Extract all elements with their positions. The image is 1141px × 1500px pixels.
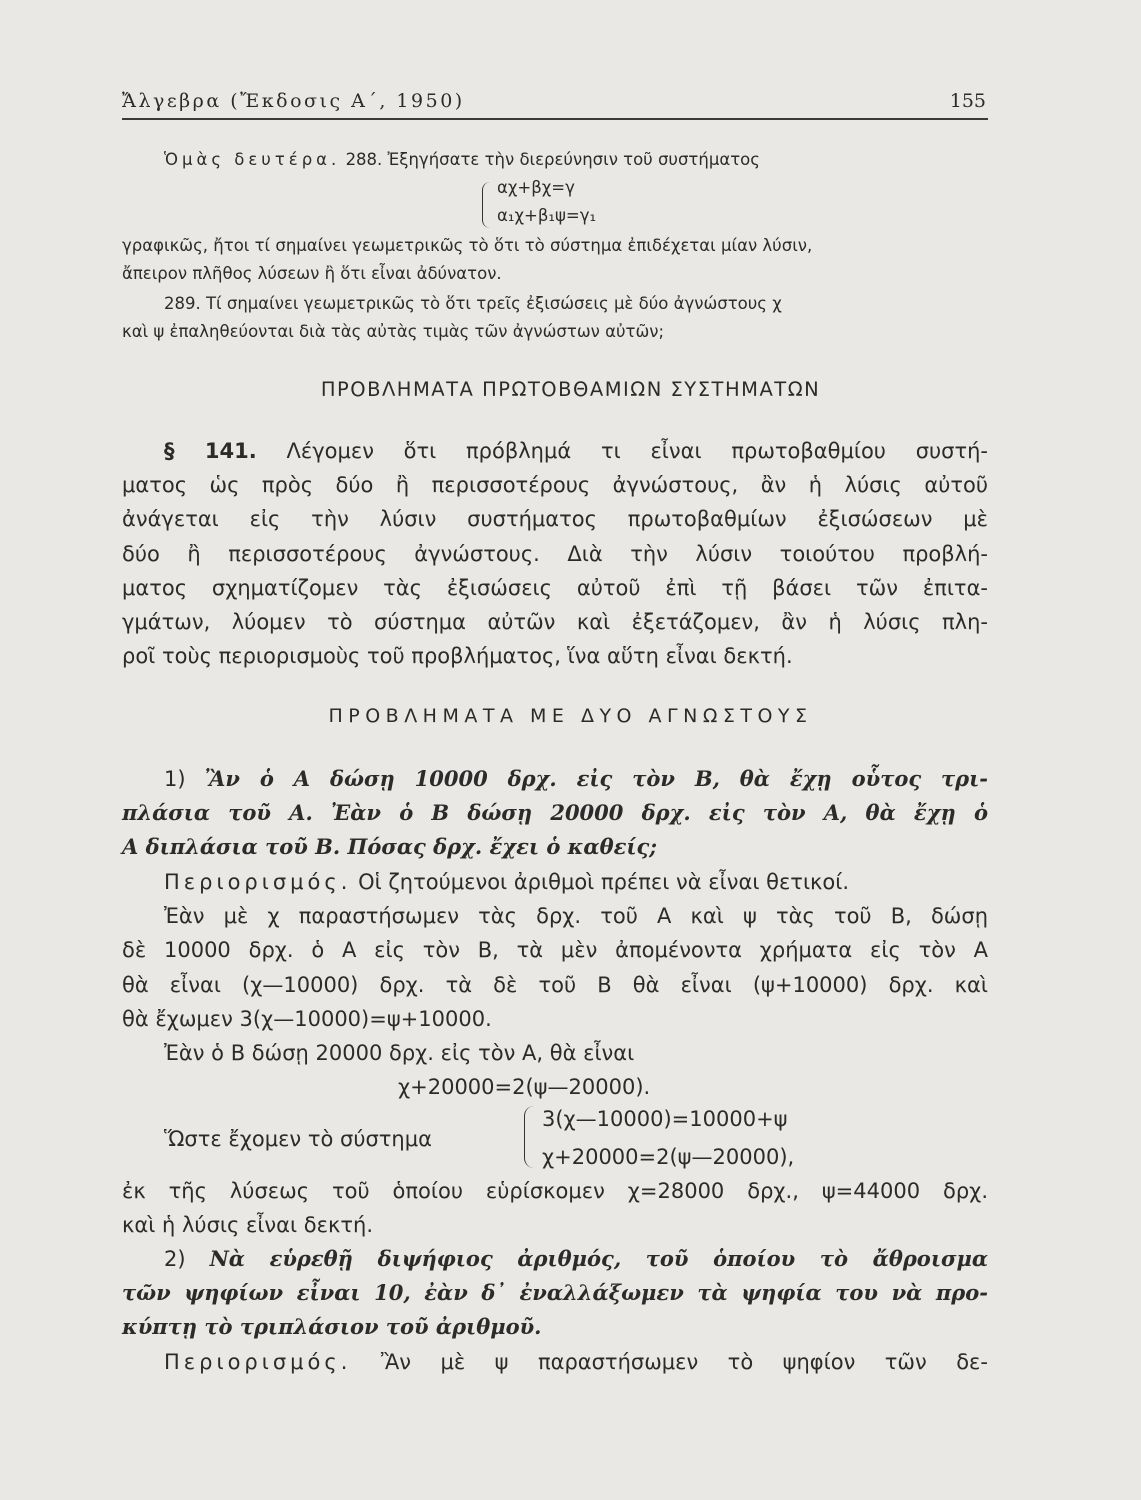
section-141-line: ἀνάγεται εἰς τὴν λύσιν συστήματος πρωτοβαθμίων ἐξισώσεων μὲ <box>122 507 988 532</box>
system-eq-2: α₁χ+β₁ψ=γ₁ <box>497 206 597 225</box>
problem-line: κύπτῃ τὸ τριπλάσιον τοῦ ἀριθμοῦ. <box>122 1314 542 1340</box>
section-141-line: ροῖ τοὺς περιορισμοὺς τοῦ προβλήματος, ἵνα αὕτη εἶναι δεκτή. <box>122 644 793 669</box>
section-141 <box>122 434 988 673</box>
book-title: Ἄλγεβρα (Ἔκδοσις Α΄, 1950) <box>122 90 465 112</box>
system-brace <box>524 1106 535 1168</box>
section-141-line: δύο ἢ περισσοτέρους ἀγνώστους. Διὰ τὴν λύσιν τοιούτου προβλή- <box>122 541 988 566</box>
centered-equation: χ+20000=2(ψ—20000). <box>398 1075 651 1099</box>
exercise-288-line1: γραφικῶς, ἤτοι τί σημαίνει γεωμετρικῶς τὸ ὅτι τὸ σύστημα ἐπιδέχεται μίαν λύσιν, <box>122 236 813 255</box>
problem-number: 2) <box>164 1247 186 1271</box>
exercise-289-line2: καὶ ψ ἐπαληθεύονται διὰ τὰς αὐτὰς τιμὰς τῶν ἀγνώστων αὐτῶν; <box>122 322 665 341</box>
solution-line: δὲ 10000 δρχ. ὁ Α εἰς τὸν Β, τὰ μὲν ἀπομένοντα χρήματα εἰς τὸν Α <box>122 938 988 963</box>
section-heading-systems: ΠΡΟΒΛΗΜΑΤΑ ΠΡΩΤΟΒΘΑΜΙΩΝ ΣΥΣΤΗΜΑΤΩΝ <box>320 378 821 401</box>
page-number: 155 <box>949 90 986 112</box>
system-eq-1: αχ+βχ=γ <box>497 178 575 197</box>
system-brace <box>482 182 491 228</box>
exercise-288-intro <box>164 146 760 174</box>
result-line: καὶ ἡ λύσις εἶναι δεκτή. <box>122 1213 373 1238</box>
problem-line: πλάσια τοῦ Α. Ἐὰν ὁ Β δώσῃ 20000 δρχ. εἰς τὸν Α, θὰ ἔχῃ ὁ <box>122 800 988 826</box>
problem-2-statement <box>122 1242 988 1379</box>
solution-line: θὰ ἔχωμεν 3(χ—10000)=ψ+10000. <box>122 1006 492 1031</box>
solution-line: θὰ εἶναι (χ—10000) δρχ. τὰ δὲ τοῦ Β θὰ εἶναι (ψ+10000) δρχ. καὶ <box>122 972 988 997</box>
section-141-line: ματος σχηματίζομεν τὰς ἐξισώσεις αὐτοῦ ἐπὶ τῇ βάσει τῶν ἐπιτα- <box>122 575 988 600</box>
system-eq-1: 3(χ—10000)=10000+ψ <box>542 1107 788 1131</box>
problem-1-statement <box>122 762 988 865</box>
problem-line: Α διπλάσια τοῦ Β. Πόσας δρχ. ἔχει ὁ καθείς; <box>122 834 658 860</box>
problem-1-result <box>122 1174 988 1242</box>
exercise-288-line2: ἄπειρον πλῆθος λύσεων ἢ ὅτι εἶναι ἀδύνατον. <box>122 264 502 283</box>
group-label: Ὁμὰς δευτέρα. <box>164 150 341 169</box>
restriction-line: Περιορισμός. Οἱ ζητούμενοι ἀριθμοὶ πρέπει νὰ εἶναι θετικοί. <box>164 870 850 894</box>
problem-number: 1) <box>164 767 186 791</box>
result-line: ἐκ τῆς λύσεως τοῦ ὁποίου εὑρίσκομεν χ=28000 δρχ., ψ=44000 δρχ. <box>122 1179 988 1203</box>
problem-line: τῶν ψηφίων εἶναι 10, ἐὰν δ᾽ ἐναλλάξωμεν τὰ ψηφία του νὰ προ- <box>122 1280 988 1306</box>
restriction-label: Περιορισμός. <box>164 870 352 894</box>
exercise-288-text: 288. Ἐξηγήσατε τὴν διερεύνησιν τοῦ συστήματος <box>345 150 760 169</box>
restriction-label: Περιορισμός. <box>164 1349 352 1374</box>
running-header <box>122 86 988 120</box>
solution-line: Ἐὰν ὁ Β δώσῃ 20000 δρχ. εἰς τὸν Α, θὰ εἶναι <box>164 1041 635 1066</box>
problem-line: 1) Ἂν ὁ Α δώσῃ 10000 δρχ. εἰς τὸν Β, θὰ ἔχῃ οὗτος τρι- <box>164 766 988 791</box>
restriction-line: Περιορισμός. Ἂν μὲ ψ παραστήσωμεν τὸ ψηφίον τῶν δε- <box>164 1349 988 1374</box>
section-141-line: γμάτων, λύομεν τὸ σύστημα αὐτῶν καὶ ἐξετάζομεν, ἂν ἡ λύσις πλη- <box>122 610 988 635</box>
problem-1-solution <box>122 865 988 1070</box>
section-141-line: ματος ὡς πρὸς δύο ἢ περισσοτέρους ἀγνώστους, ἂν ἡ λύσις αὐτοῦ <box>122 473 988 498</box>
problem-line: 2) Νὰ εὑρεθῇ διψήφιος ἀριθμός, τοῦ ὁποίου τὸ ἄθροισμα <box>164 1246 988 1271</box>
section-number: § 141. <box>164 439 257 463</box>
system-eq-2: χ+20000=2(ψ—20000), <box>542 1145 795 1169</box>
section-141-line: § 141. Λέγομεν ὅτι πρόβλημά τι εἶναι πρωτοβαθμίου συστή- <box>164 439 989 463</box>
section-heading-two-unknowns: ΠΡΟΒΛΗΜΑΤΑ ΜΕ ΔΥΟ ΑΓΝΩΣΤΟΥΣ <box>328 705 813 727</box>
system-label: Ὥστε ἔχομεν τὸ σύστημα <box>164 1127 432 1151</box>
exercise-289-line1: 289. Τί σημαίνει γεωμετρικῶς τὸ ὅτι τρεῖς ἐξισώσεις μὲ δύο ἀγνώστους χ <box>164 294 782 313</box>
solution-line: Ἐὰν μὲ χ παραστήσωμεν τὰς δρχ. τοῦ Α καὶ ψ τὰς τοῦ Β, δώσῃ <box>164 904 988 929</box>
